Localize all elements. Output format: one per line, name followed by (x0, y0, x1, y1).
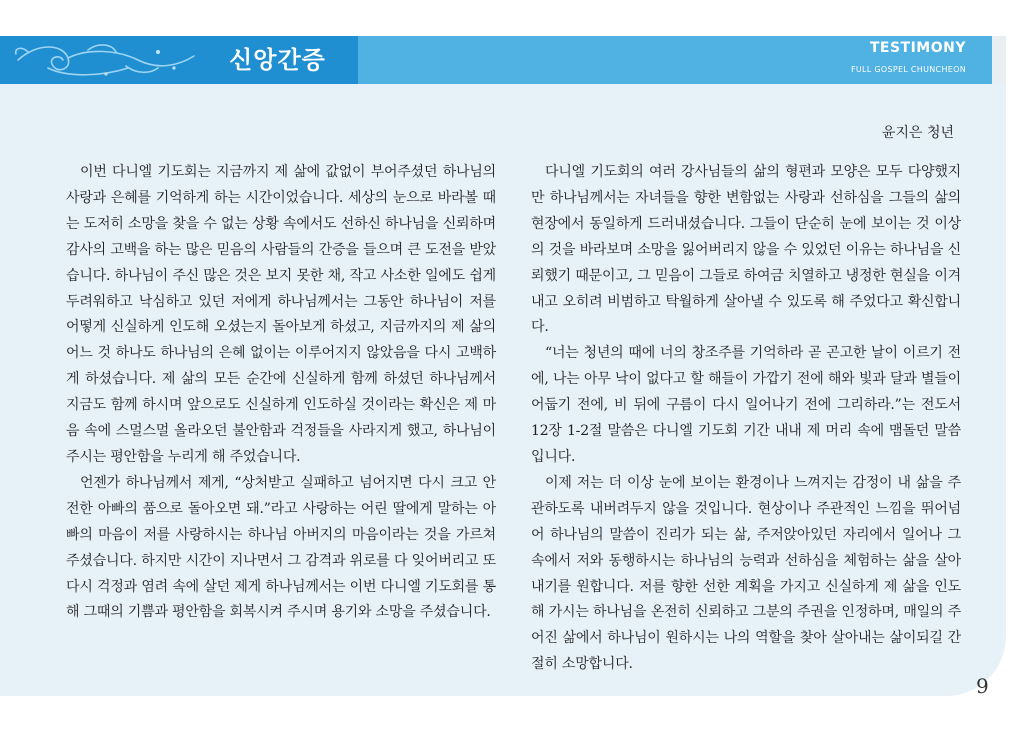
section-label-en: TESTIMONY (869, 40, 966, 56)
paragraph: 이번 다니엘 기도회는 지금까지 제 삶에 값없이 부어주셨던 하나님의 사랑과 은혜를 기억하게 하는 시간이었습니다. 세상의 눈으로 바라볼 때는 도저히 소망을 찾을 수 없는 상황 속에서도 선하신 하나님을 신뢰하며 감사의 고백을 하는 많은 믿음의 사람들의 간증을 들으며 큰 도전을 받았습니다. 하나님이 주신 많은 것은 보지 못한 채, 작고 사소한 일에도 쉽게 두려워하고 낙심하고 있던 저에게 하나님께서는 그동안 하나님이 저를 어떻게 신실하게 인도해 오셨는지 돌아보게 하셨고, 지금까지의 제 삶의 어느 것 하나도 하나님의 은혜 없이는 이루어지지 않았음을 다시 고백하게 하셨습니다. 제 삶의 모든 순간에 신실하게 함께 하셨던 하나님께서 지금도 함께 하시며 앞으로도 신실하게 인도하실 것이라는 확신은 제 마음 속에 스멀스멀 올라오던 불안함과 걱정들을 사라지게 했고, 하나님이 주시는 평안함을 누리게 해 주었습니다. (66, 164, 496, 465)
right-column (531, 160, 961, 678)
author-name: 윤지은 청년 (881, 125, 954, 141)
swirl-ornament-icon (8, 38, 198, 82)
paragraph: “너는 청년의 때에 너의 창조주를 기억하라 곧 곤고한 날이 이르기 전에, 나는 아무 낙이 없다고 할 해들이 가깝기 전에 해와 빛과 달과 별들이 어둡기 전에, 비 뒤에 구름이 다시 일어나기 전에 그리하라.”는 전도서 12장 1-2절 말씀은 다니엘 기도회 기간 내내 제 머리 속에 맴돌던 말씀입니다. (531, 345, 961, 465)
paragraph: 언젠가 하나님께서 제게, “상처받고 실패하고 넘어지면 다시 크고 안전한 아빠의 품으로 돌아오면 돼.”라고 사랑하는 어린 딸에게 말하는 아빠의 마음이 저를 사랑하시는 하나님 아버지의 마음이라는 것을 가르쳐주셨습니다. 하지만 시간이 지나면서 그 감격과 위로를 다 잊어버리고 또다시 걱정과 염려 속에 살던 제게 하나님께서는 이번 다니엘 기도회를 통해 그때의 기쁨과 평안함을 회복시켜 주시며 용기와 소망을 주셨습니다. (66, 474, 496, 621)
section-title: 신앙간증 (229, 46, 326, 74)
left-column (66, 160, 496, 626)
paragraph: 이제 저는 더 이상 눈에 보이는 환경이나 느껴지는 감정이 내 삶을 주관하도록 내버려두지 않을 것입니다. 현상이나 주관적인 느낌을 뛰어넘어 하나님의 말씀이 진리가 되는 삶, 주저앉아있던 자리에서 일어나 그 속에서 저와 동행하시는 하나님의 능력과 선하심을 체험하는 삶을 살아내기를 원합니다. 저를 향한 선한 계획을 가지고 신실하게 제 삶을 인도해 가시는 하나님을 온전히 신뢰하고 그분의 주권을 인정하며, 매일의 주어진 삶에서 하나님이 원하시는 나의 역할을 찾아 살아내는 삶이되길 간절히 소망합니다. (531, 474, 961, 673)
page-number: 9 (976, 674, 989, 698)
paragraph: 다니엘 기도회의 여러 강사님들의 삶의 형편과 모양은 모두 다양했지만 하나님께서는 자녀들을 향한 변함없는 사랑과 선하심을 그들의 삶의 현장에서 동일하게 드러내셨습니다. 그들이 단순히 눈에 보이는 것 이상의 것을 바라보며 소망을 잃어버리지 않을 수 있었던 이유는 하나님을 신뢰했기 때문이고, 그 믿음이 그들로 하여금 치열하고 냉정한 현실을 이겨내고 오히려 비범하고 탁월하게 살아낼 수 있도록 해 주었다고 확신합니다. (531, 164, 961, 336)
header-side-strip (992, 36, 1006, 84)
church-name-label: FULL GOSPEL CHUNCHEON (850, 65, 966, 74)
